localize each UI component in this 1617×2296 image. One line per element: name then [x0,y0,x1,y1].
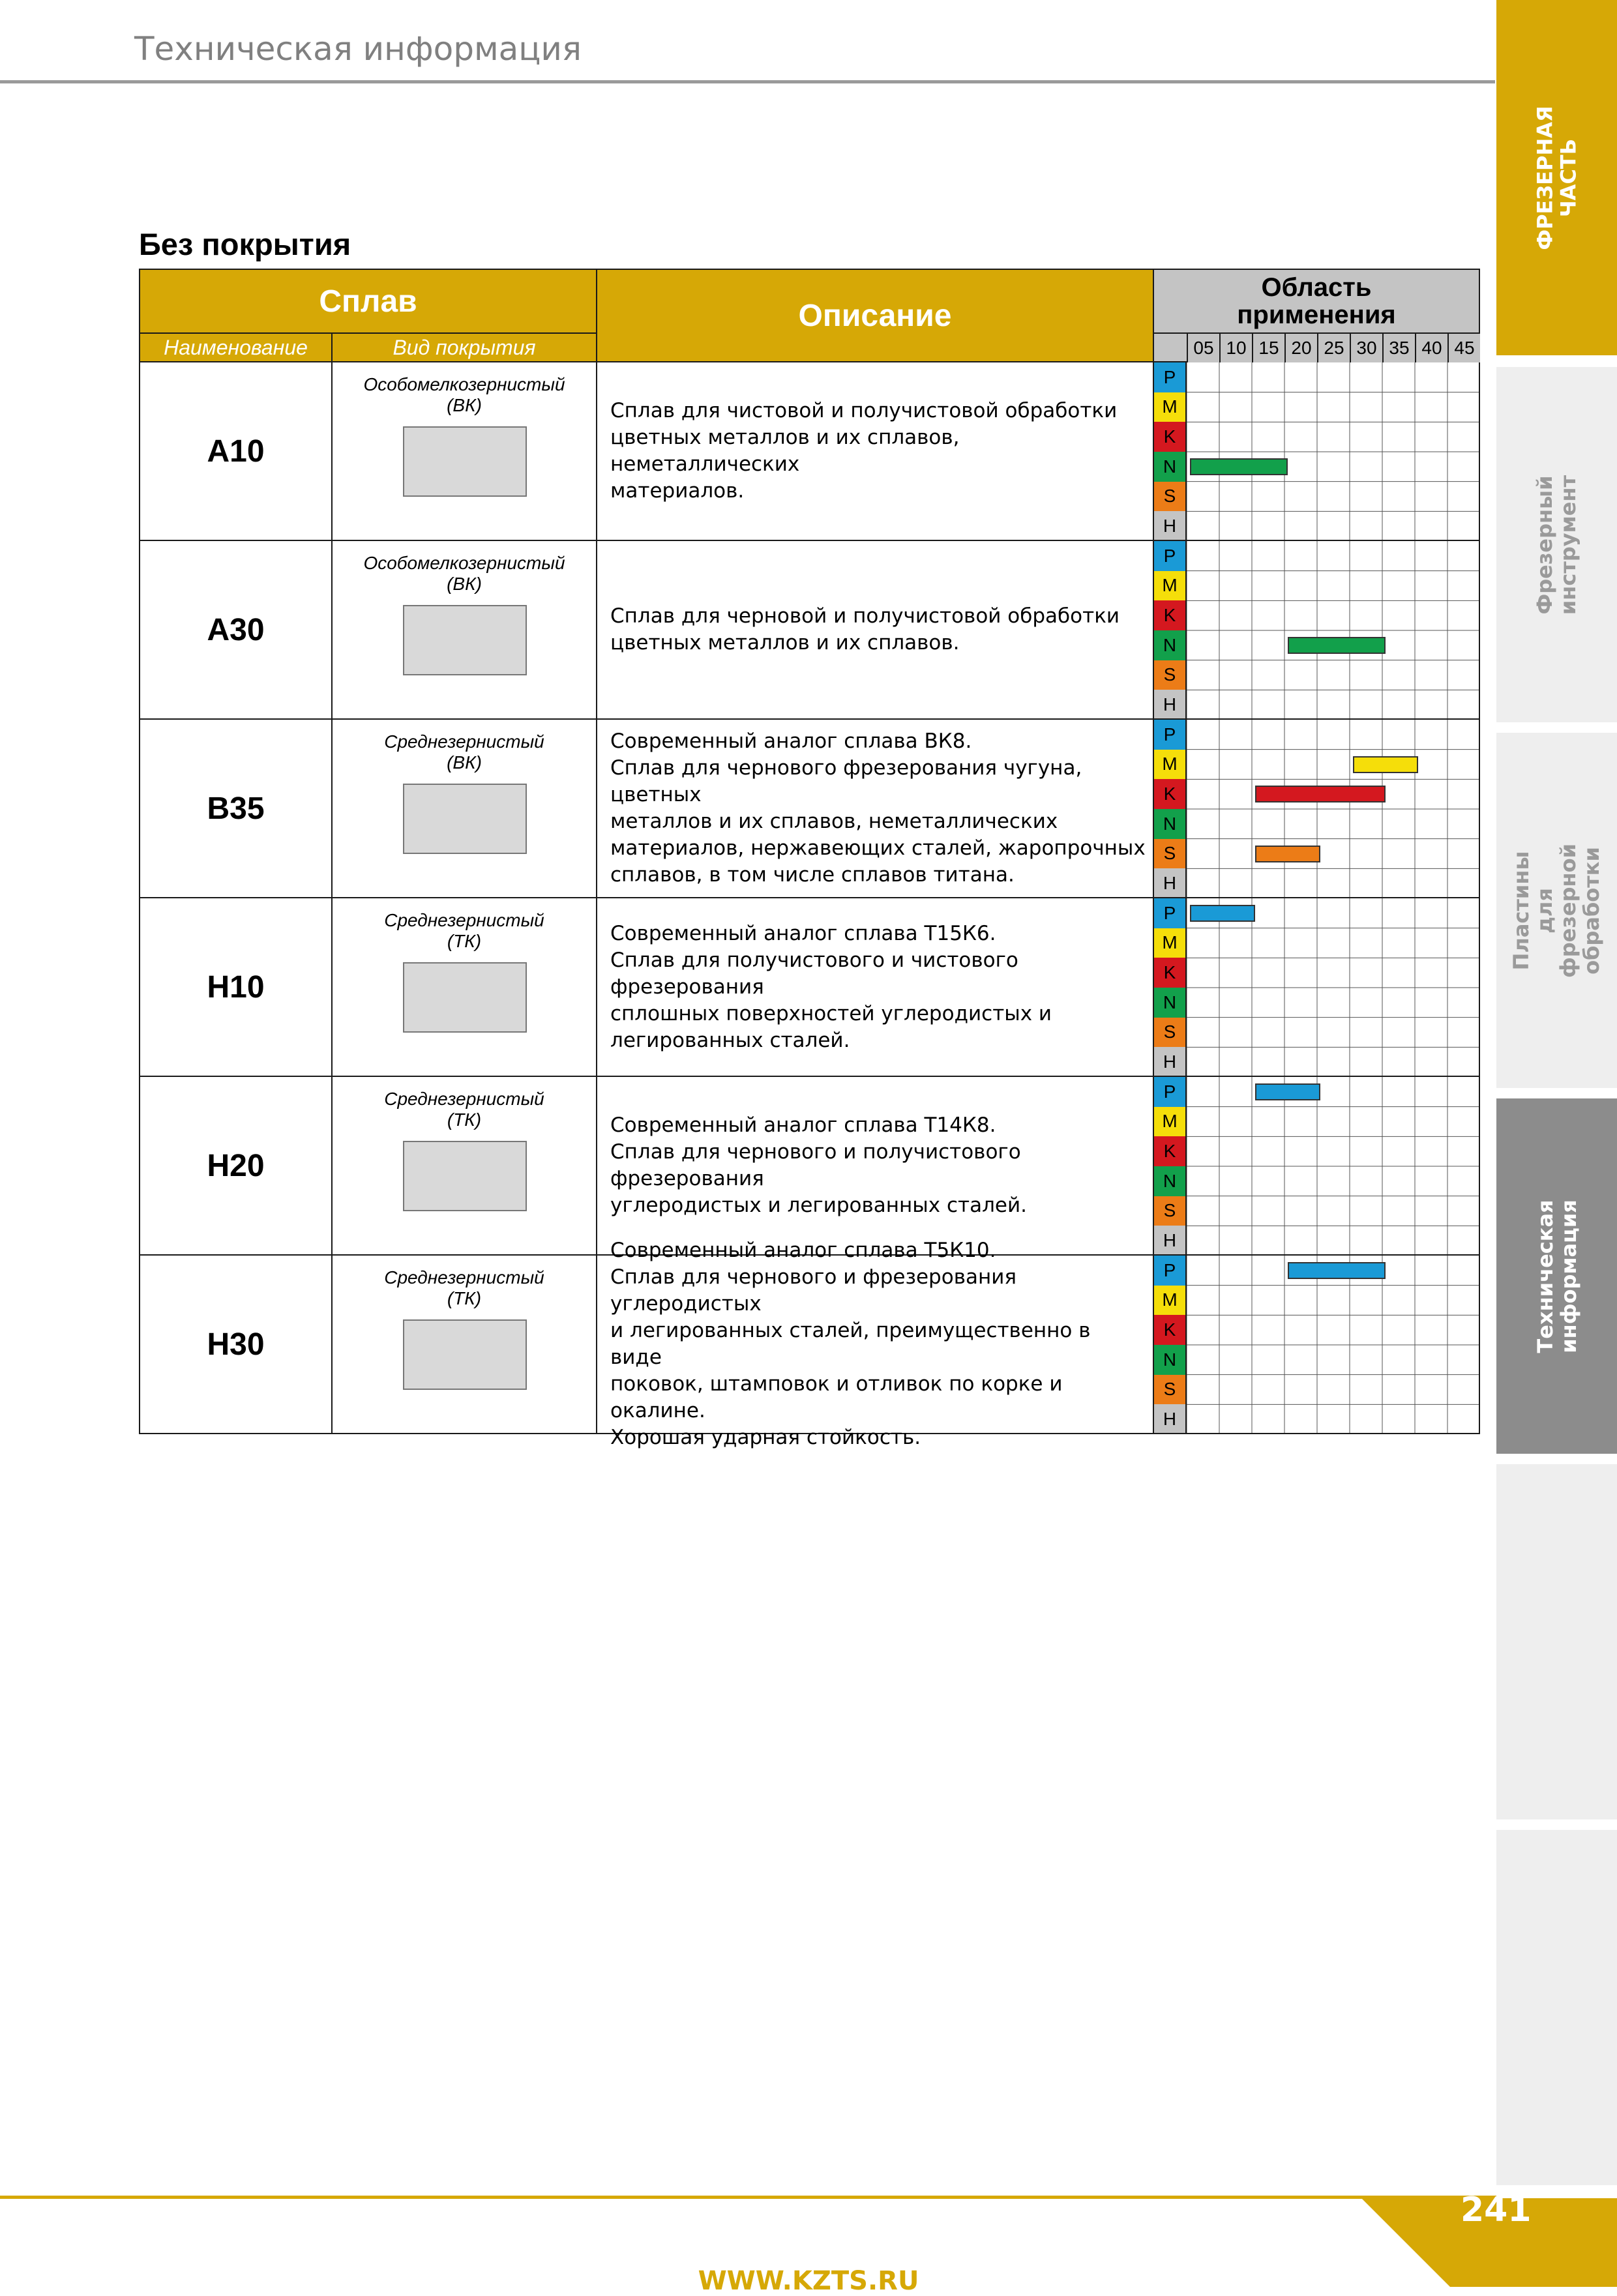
grid-lines [1154,1077,1480,1256]
material-letter-s: S [1154,660,1187,690]
tick-label: 10 [1219,334,1252,362]
application-area-grid [1153,1256,1480,1434]
material-letter-s: S [1154,1375,1187,1405]
coating-cell [331,362,597,541]
tick-label: 05 [1187,334,1219,362]
material-letter-p: P [1154,720,1187,750]
material-letter-p: P [1154,1256,1187,1286]
coating-type: Среднезернистый (ТК) [384,910,544,951]
col-header-description: Описание [596,269,1154,362]
material-letter-h: H [1154,1047,1187,1077]
material-letter-h: H [1154,1404,1187,1434]
footer-divider [0,2196,1496,2199]
material-letter-k: K [1154,1136,1187,1166]
tick-label: 40 [1415,334,1447,362]
material-letter-k: K [1154,958,1187,988]
grid-lines [1154,898,1480,1077]
sidebar-tab-6[interactable] [1496,1830,1617,2185]
description-text: Современный аналог сплава ВК8. Сплав для чернового фрезерования чугуна, цветных металлов и их сплавов, неметаллических материалов, нержавеющих сталей, жаропрочных сплавов, в том числе сплавов титана. [610,729,1146,887]
application-range-bar [1288,1262,1386,1279]
tick-label: 20 [1284,334,1317,362]
sidebar-tab-3[interactable] [1496,733,1617,1088]
footer-website-link[interactable]: WWW.KZTS.RU [698,2266,919,2296]
tick-label: 35 [1382,334,1415,362]
material-letter-m: M [1154,1107,1187,1137]
description-text: Сплав для черновой и получистовой обработки цветных металлов и их сплавов. [610,604,1120,655]
sidebar-tab-label: Пластины для фрезерной обработки [1509,843,1605,978]
tick-label: 25 [1317,334,1350,362]
alloy-name: H20 [139,1077,333,1256]
description-text: Современный аналог сплава Т14К8. Сплав для чернового и получистового фрезерования углеродистых и легированных сталей. [610,1113,1027,1217]
application-area-grid [1153,362,1480,541]
material-letter-n: N [1154,988,1187,1018]
header-divider [0,80,1495,83]
description-cell [596,898,1154,1077]
table-row [139,1239,1480,1449]
tick-label: 15 [1252,334,1284,362]
coating-type: Среднезернистый (ТК) [384,1267,544,1308]
application-range-bar [1255,1083,1320,1100]
material-letter-h: H [1154,868,1187,898]
coating-sample-image [403,784,527,854]
material-letter-m: M [1154,392,1187,422]
material-letter-m: M [1154,928,1187,958]
table-row [139,1077,1480,1256]
material-letter-p: P [1154,898,1187,928]
application-range-bar [1190,905,1255,922]
description-text: Современный аналог сплава Т5К10. Сплав для чернового и фрезерования углеродистых и легированных сталей, преимущественно в виде поковок, штамповок и отливок по корке и окалине. Хорошая ударная стойкость. [610,1239,1091,1449]
material-letter-n: N [1154,452,1187,482]
coating-type: Среднезернистый (ТК) [384,1089,544,1130]
table-row [139,898,1480,1077]
col-header-alloy: Сплав [139,269,597,334]
application-range-bar [1255,786,1386,802]
material-letter-n: N [1154,1345,1187,1375]
description-text: Современный аналог сплава Т15К6. Сплав для получистового и чистового фрезерования сплошных поверхностей углеродистых и легированных сталей. [610,921,1052,1052]
coating-sample-image [403,426,527,497]
application-area-grid [1153,720,1480,898]
coating-sample-image [403,1319,527,1390]
description-cell [596,1077,1154,1256]
sidebar-tab-1[interactable] [1496,0,1617,355]
coating-sample-image [403,605,527,675]
application-range-bar [1190,458,1288,475]
section-title: Без покрытия [139,227,351,261]
coating-cell [331,898,597,1077]
material-letter-s: S [1154,1196,1187,1226]
col-header-name: Наименование [139,332,333,362]
grid-lines [1154,1256,1480,1434]
page-number: 241 [1461,2190,1532,2230]
material-letter-k: K [1154,600,1187,630]
material-letter-s: S [1154,1018,1187,1048]
alloy-name: H10 [139,898,333,1077]
material-letter-h: H [1154,511,1187,541]
material-letter-p: P [1154,541,1187,571]
table-row [139,362,1480,541]
material-letter-h: H [1154,1226,1187,1256]
alloy-name: A10 [139,362,333,541]
grid-lines [1154,720,1480,898]
material-letter-s: S [1154,839,1187,869]
coating-type: Среднезернистый (ВК) [384,731,544,773]
sidebar-tab-label: Фрезерный инструмент [1532,475,1581,615]
coating-sample-image [403,962,527,1033]
material-letter-p: P [1154,1077,1187,1107]
material-letter-n: N [1154,1166,1187,1196]
col-header-coating: Вид покрытия [331,332,597,362]
table-row [139,720,1480,898]
description-text: Сплав для чистовой и получистовой обработки цветных металлов и их сплавов, неметаллических материалов. [610,399,1118,503]
sidebar-tab-label: Техническая информация [1532,1199,1581,1353]
tick-label: 45 [1447,334,1480,362]
sidebar-tab-label: ФРЕЗЕРНАЯ ЧАСТЬ [1532,105,1581,250]
description-cell [596,541,1154,720]
tick-row [1153,332,1480,362]
alloy-name: A30 [139,541,333,720]
application-range-bar [1353,756,1418,773]
coating-cell [331,1256,597,1434]
application-range-bar [1255,846,1320,862]
application-area-grid [1153,541,1480,720]
table-row [139,541,1480,720]
coating-cell [331,541,597,720]
coating-type: Особомелкозернистый (ВК) [363,374,565,415]
description-cell [596,362,1154,541]
coating-sample-image [403,1141,527,1211]
col-header-application-area: Область применения [1153,269,1480,334]
material-letter-k: K [1154,422,1187,452]
application-range-bar [1288,637,1386,654]
material-letter-m: M [1154,571,1187,601]
grid-lines [1154,541,1480,720]
material-letter-m: M [1154,750,1187,780]
alloy-table [139,269,1480,1449]
coating-cell [331,1077,597,1256]
application-area-grid [1153,898,1480,1077]
description-cell [596,720,1154,898]
material-letter-s: S [1154,482,1187,512]
material-letter-m: M [1154,1286,1187,1316]
material-letter-k: K [1154,1315,1187,1345]
coating-type: Особомелкозернистый (ВК) [363,553,565,594]
description-cell [596,1239,1154,1449]
alloy-name: H30 [139,1256,333,1434]
sidebar-tab-4[interactable] [1496,1098,1617,1454]
material-letter-n: N [1154,809,1187,839]
sidebar-tab-5[interactable] [1496,1464,1617,1819]
sidebar-tab-2[interactable] [1496,367,1617,722]
application-area-grid [1153,1077,1480,1256]
material-letter-p: P [1154,362,1187,392]
tick-label: 30 [1350,334,1382,362]
page-header-title: Техническая информация [134,30,582,68]
material-letter-k: K [1154,779,1187,809]
material-letter-n: N [1154,630,1187,660]
coating-cell [331,720,597,898]
alloy-name: B35 [139,720,333,898]
material-letter-h: H [1154,690,1187,720]
grid-lines [1154,362,1480,541]
